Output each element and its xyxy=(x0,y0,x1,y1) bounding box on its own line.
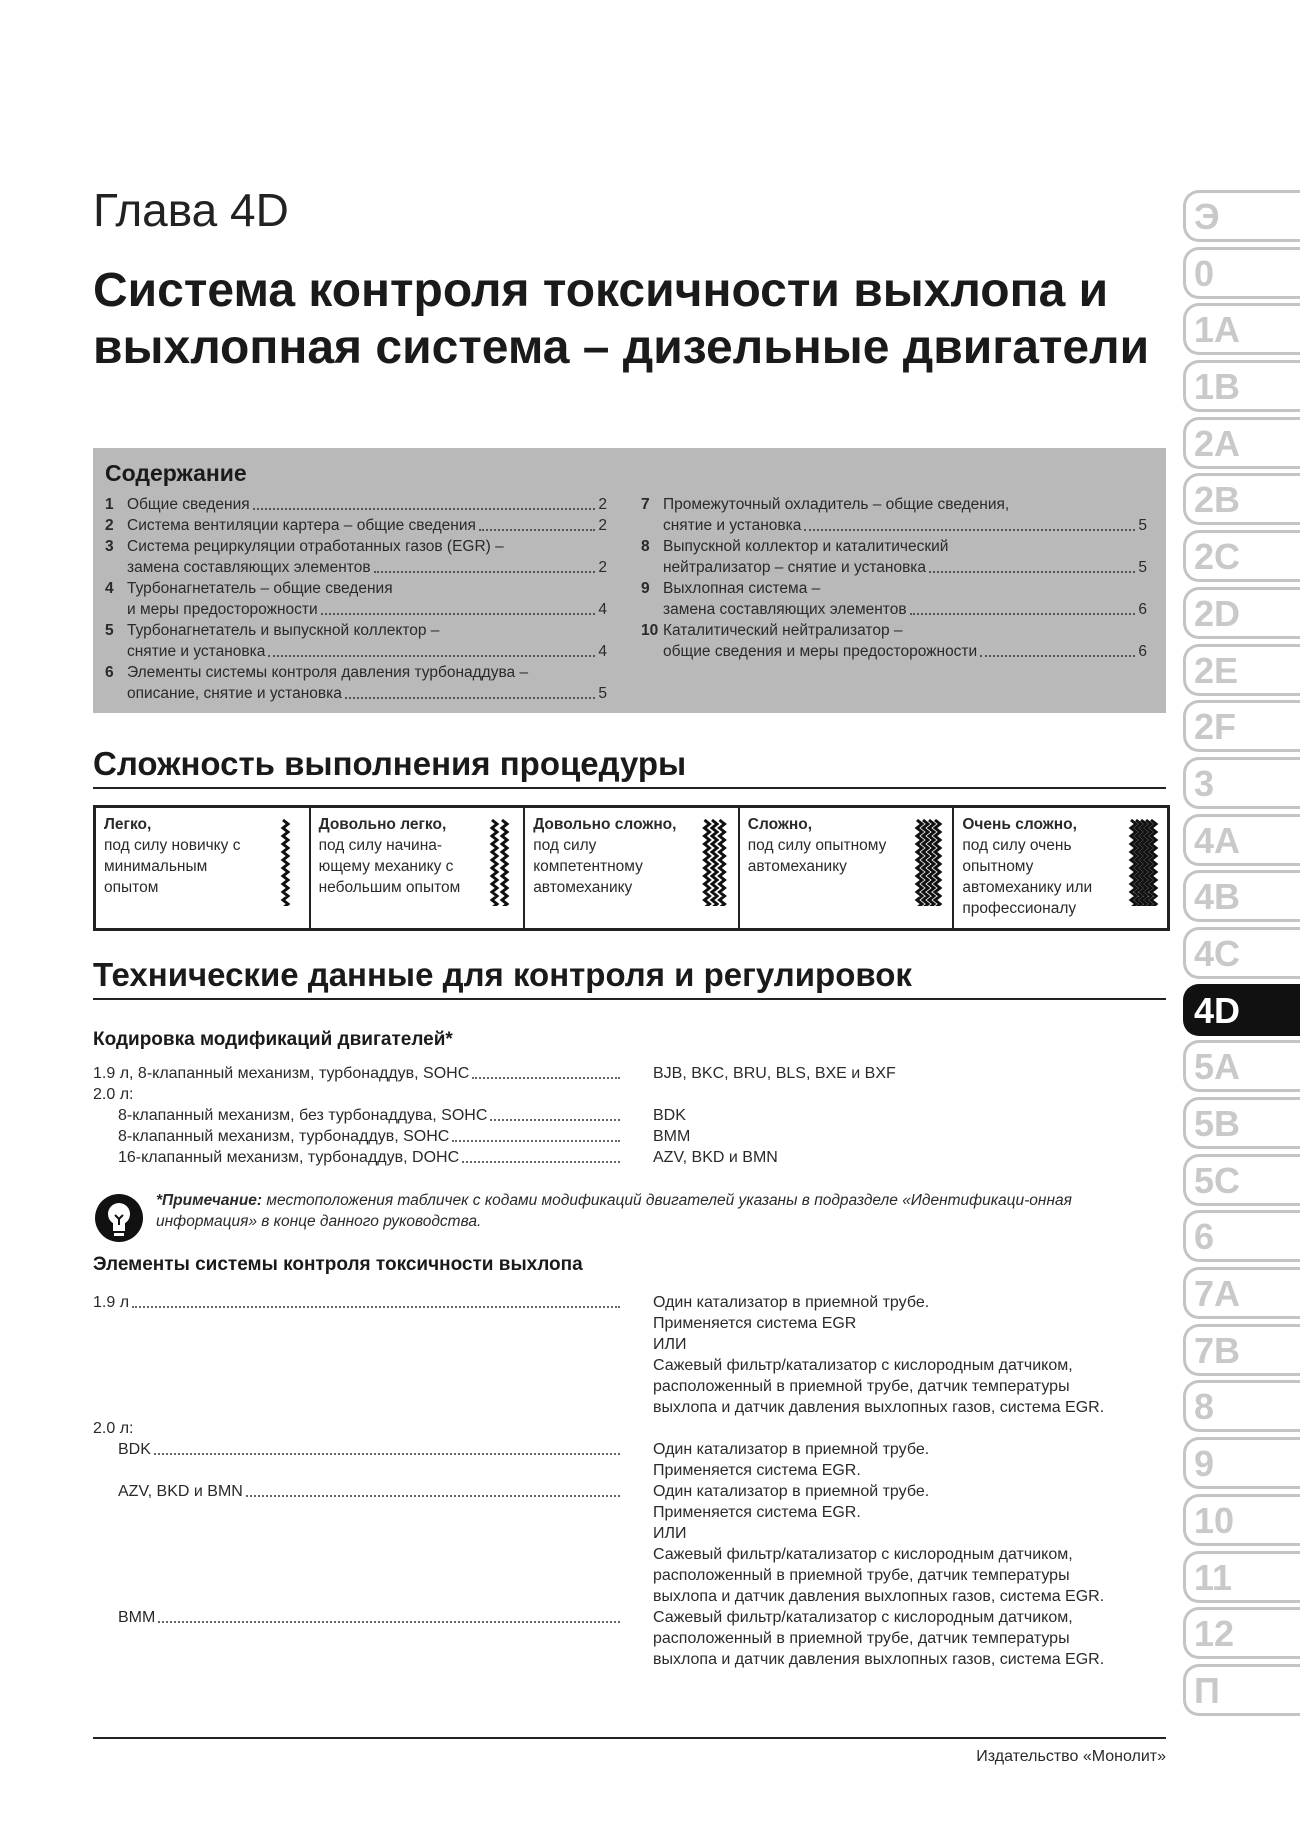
leader-dots xyxy=(804,529,1135,531)
value-line: Один катализатор в приемной трубе. xyxy=(653,1441,930,1458)
wrench-rating-icon xyxy=(479,816,515,906)
toc-page: 6 xyxy=(1138,643,1147,660)
leader-dots xyxy=(253,508,596,510)
spec-value: BMM xyxy=(653,1128,691,1145)
toc-item xyxy=(641,620,1147,662)
spec-label xyxy=(93,1292,623,1313)
difficulty-text xyxy=(748,814,898,877)
leader-dots xyxy=(154,1453,620,1455)
spec-label-text: 8-клапанный механизм, без турбонаддува, SOHC xyxy=(118,1107,488,1124)
toc-line-text: Общие сведения xyxy=(127,496,250,513)
difficulty-desc: под силу начина-ющему механику с небольшим опытом xyxy=(318,837,461,896)
spec-value: BDK xyxy=(653,1107,686,1124)
difficulty-heading: Сложность выполнения процедуры xyxy=(93,745,1166,789)
chapter-tab-7b[interactable]: 7B xyxy=(1183,1324,1300,1376)
chapter-tab-7a[interactable]: 7A xyxy=(1183,1267,1300,1319)
value-line: выхлопа и датчик давления выхлопных газов, система EGR. xyxy=(653,1651,1105,1668)
difficulty-scale xyxy=(93,805,1170,931)
toc-line-text: Выхлопная система – xyxy=(663,580,821,597)
toc-number: 10 xyxy=(641,622,659,639)
toc-line-text: нейтрализатор – снятие и установка xyxy=(663,559,927,576)
difficulty-level xyxy=(311,808,526,928)
toc-text xyxy=(127,515,607,536)
toc-item xyxy=(105,536,607,578)
chapter-tab-10[interactable]: 10 xyxy=(1183,1494,1300,1546)
toc-line-text: Турбонагнетатель – общие сведения xyxy=(127,580,393,597)
toc-line-text: общие сведения и меры предосторожности xyxy=(663,643,978,660)
difficulty-text xyxy=(104,814,254,898)
toc-line-text: Система вентиляции картера – общие сведения xyxy=(127,517,476,534)
chapter-tab-4d[interactable]: 4D xyxy=(1183,984,1300,1036)
note-body: местоположения табличек с кодами модификаций двигателей указаны в подразделе «Идентификаци-онная информация» в конце данного руководства. xyxy=(156,1192,1072,1230)
emission-heading: Элементы системы контроля токсичности выхлопа xyxy=(93,1254,583,1275)
toc-text xyxy=(663,578,1147,620)
spec-label-text: BDK xyxy=(118,1441,151,1458)
chapter-tab-8[interactable]: 8 xyxy=(1183,1380,1300,1432)
value-line: Сажевый фильтр/катализатор с кислородным датчиком, xyxy=(653,1357,1073,1374)
chapter-tab-1a[interactable]: 1A xyxy=(1183,303,1300,355)
chapter-tab-4c[interactable]: 4C xyxy=(1183,927,1300,979)
toc-number: 4 xyxy=(105,580,114,597)
difficulty-text xyxy=(962,814,1112,919)
chapter-tab-11[interactable]: 11 xyxy=(1183,1551,1300,1603)
difficulty-title: Очень сложно, xyxy=(962,816,1077,833)
contents-box xyxy=(93,448,1166,713)
toc-line xyxy=(127,641,607,662)
difficulty-desc: под силу новичку с минимальным опытом xyxy=(104,837,241,896)
lightbulb-icon xyxy=(93,1192,145,1244)
spec-label xyxy=(118,1481,623,1502)
toc-line-text: описание, снятие и установка xyxy=(127,685,342,702)
toc-line-text: Выпускной коллектор и каталитический xyxy=(663,538,949,555)
wrench-rating-icon xyxy=(694,816,730,906)
chapter-tab-э[interactable]: Э xyxy=(1183,190,1300,242)
toc-line xyxy=(127,557,607,578)
difficulty-desc: под силу опытному автомеханику xyxy=(747,837,887,875)
chapter-tab-2a[interactable]: 2A xyxy=(1183,417,1300,469)
spec-label-text: 16-клапанный механизм, турбонаддув, DOHC xyxy=(118,1149,460,1166)
chapter-tab-1b[interactable]: 1B xyxy=(1183,360,1300,412)
spec-label xyxy=(118,1439,623,1460)
spec-label-text: 1.9 л, 8-клапанный механизм, турбонаддув, SOHC xyxy=(93,1065,470,1082)
toc-line xyxy=(663,557,1147,578)
difficulty-text xyxy=(533,814,683,898)
spec-label xyxy=(118,1105,623,1126)
toc-number: 1 xyxy=(105,496,114,513)
chapter-tab-5c[interactable]: 5C xyxy=(1183,1154,1300,1206)
chapter-tab-0[interactable]: 0 xyxy=(1183,247,1300,299)
value-line: ИЛИ xyxy=(653,1336,687,1353)
chapter-tabs xyxy=(1183,190,1300,1721)
toc-line-text: замена составляющих элементов xyxy=(663,601,907,618)
spec-label xyxy=(118,1607,623,1628)
toc-text xyxy=(663,620,1147,662)
wrench-rating-icon xyxy=(1123,816,1159,906)
contents-left-column xyxy=(105,494,607,704)
toc-page: 2 xyxy=(598,496,607,513)
toc-line-text: снятие и установка xyxy=(127,643,266,660)
chapter-tab-2b[interactable]: 2B xyxy=(1183,473,1300,525)
chapter-tab-2c[interactable]: 2C xyxy=(1183,530,1300,582)
toc-item xyxy=(641,494,1147,536)
toc-line xyxy=(663,641,1147,662)
leader-dots xyxy=(132,1306,620,1308)
difficulty-level xyxy=(740,808,955,928)
contents-right-column xyxy=(641,494,1147,662)
value-line: выхлопа и датчик давления выхлопных газов, система EGR. xyxy=(653,1399,1105,1416)
toc-line xyxy=(127,599,607,620)
toc-page: 6 xyxy=(1138,601,1147,618)
toc-item xyxy=(641,536,1147,578)
toc-line xyxy=(127,515,607,536)
chapter-tab-12[interactable]: 12 xyxy=(1183,1607,1300,1659)
spec-label xyxy=(118,1147,623,1168)
difficulty-title: Довольно легко, xyxy=(318,816,447,833)
value-line: расположенный в приемной трубе, датчик температуры xyxy=(653,1630,1070,1647)
chapter-label: Глава 4D xyxy=(93,184,289,236)
spec-label xyxy=(93,1063,623,1084)
toc-page: 5 xyxy=(1138,559,1147,576)
difficulty-title: Довольно сложно, xyxy=(533,816,677,833)
toc-text xyxy=(127,662,607,704)
value-line: Сажевый фильтр/катализатор с кислородным датчиком, xyxy=(653,1546,1073,1563)
value-line: Один катализатор в приемной трубе. xyxy=(653,1294,930,1311)
toc-item xyxy=(105,620,607,662)
toc-number: 3 xyxy=(105,538,114,555)
chapter-tab-2f[interactable]: 2F xyxy=(1183,700,1300,752)
chapter-tab-9[interactable]: 9 xyxy=(1183,1437,1300,1489)
leader-dots xyxy=(929,571,1135,573)
toc-page: 4 xyxy=(598,601,607,618)
value-line: выхлопа и датчик давления выхлопных газов, система EGR. xyxy=(653,1588,1105,1605)
value-line: Сажевый фильтр/катализатор с кислородным датчиком, xyxy=(653,1609,1073,1626)
toc-number: 2 xyxy=(105,517,114,534)
toc-number: 6 xyxy=(105,664,114,681)
toc-line-text: Турбонагнетатель и выпускной коллектор – xyxy=(127,622,440,639)
toc-number: 7 xyxy=(641,496,650,513)
toc-page: 2 xyxy=(598,559,607,576)
chapter-tab-5a[interactable]: 5A xyxy=(1183,1040,1300,1092)
spec-label-text: BMM xyxy=(118,1609,156,1626)
toc-line-text: замена составляющих элементов xyxy=(127,559,371,576)
publisher: Издательство «Монолит» xyxy=(976,1748,1166,1765)
difficulty-text xyxy=(319,814,469,898)
spec-value-block xyxy=(653,1292,1104,1418)
toc-line-text: Каталитический нейтрализатор – xyxy=(663,622,903,639)
difficulty-desc: под силу компетентному автомеханику xyxy=(533,837,643,896)
wrench-rating-icon xyxy=(908,816,944,906)
chapter-tab-4b[interactable]: 4B xyxy=(1183,870,1300,922)
toc-line-text: Система рециркуляции отработанных газов (EGR) – xyxy=(127,538,504,555)
chapter-tab-4a[interactable]: 4A xyxy=(1183,814,1300,866)
leader-dots xyxy=(462,1161,620,1163)
leader-dots xyxy=(345,697,596,699)
spec-value: BJB, BKC, BRU, BLS, BXE и BXF xyxy=(653,1065,896,1082)
toc-line xyxy=(663,599,1147,620)
note xyxy=(156,1190,1166,1232)
spec-value-block xyxy=(653,1607,1104,1670)
toc-item xyxy=(105,515,607,536)
spec-value: AZV, BKD и BMN xyxy=(653,1149,778,1166)
value-line: Применяется система EGR. xyxy=(653,1504,861,1521)
toc-item xyxy=(641,578,1147,620)
value-line: Применяется система EGR. xyxy=(653,1462,861,1479)
toc-text xyxy=(127,494,607,515)
leader-dots xyxy=(321,613,596,615)
leader-dots xyxy=(479,529,595,531)
leader-dots xyxy=(490,1119,620,1121)
toc-line-text: Элементы системы контроля давления турбонаддува – xyxy=(127,664,529,681)
toc-number: 9 xyxy=(641,580,650,597)
wrench-rating-icon xyxy=(265,816,301,906)
spec-label xyxy=(118,1126,623,1147)
toc-text xyxy=(663,494,1147,536)
spec-label-text: AZV, BKD и BMN xyxy=(118,1483,243,1500)
toc-text xyxy=(663,536,1147,578)
toc-page: 5 xyxy=(1138,517,1147,534)
value-line: Применяется система EGR xyxy=(653,1315,857,1332)
chapter-tab-2d[interactable]: 2D xyxy=(1183,587,1300,639)
leader-dots xyxy=(268,655,595,657)
leader-dots xyxy=(472,1077,620,1079)
leader-dots xyxy=(980,655,1135,657)
toc-text xyxy=(127,536,607,578)
spec-label-text: 1.9 л xyxy=(93,1294,130,1311)
spec-value-block xyxy=(653,1439,929,1481)
value-line: расположенный в приемной трубе, датчик температуры xyxy=(653,1378,1070,1395)
leader-dots xyxy=(452,1140,620,1142)
toc-page: 2 xyxy=(598,517,607,534)
chapter-tab-3[interactable]: 3 xyxy=(1183,757,1300,809)
toc-line xyxy=(663,515,1147,536)
tech-data-heading: Технические данные для контроля и регулировок xyxy=(93,956,1166,1000)
leader-dots xyxy=(910,613,1136,615)
toc-line-text: Промежуточный охладитель – общие сведения, xyxy=(663,496,1010,513)
difficulty-title: Сложно, xyxy=(747,816,813,833)
engine-codes-heading: Кодировка модификаций двигателей* xyxy=(93,1029,453,1050)
toc-line xyxy=(127,494,607,515)
spec-value-block xyxy=(653,1481,1104,1607)
spec-label-text: 8-клапанный механизм, турбонаддув, SOHC xyxy=(118,1128,450,1145)
note-label: *Примечание: xyxy=(156,1192,263,1209)
toc-text xyxy=(127,620,607,662)
value-line: ИЛИ xyxy=(653,1525,687,1542)
difficulty-level xyxy=(525,808,740,928)
contents-heading: Содержание xyxy=(105,460,247,486)
footer-rule xyxy=(93,1737,1166,1739)
spec-group-label: 2.0 л: xyxy=(93,1420,134,1437)
toc-text xyxy=(127,578,607,620)
page-title: Система контроля токсичности выхлопа и выхлопная система – дизельные двигатели xyxy=(93,264,1150,374)
value-line: Один катализатор в приемной трубе. xyxy=(653,1483,930,1500)
leader-dots xyxy=(374,571,596,573)
chapter-tab-6[interactable]: 6 xyxy=(1183,1210,1300,1262)
value-line: расположенный в приемной трубе, датчик температуры xyxy=(653,1567,1070,1584)
difficulty-desc: под силу очень опытному автомеханику или профессионалу xyxy=(962,837,1093,917)
spec-group-label: 2.0 л: xyxy=(93,1086,134,1103)
difficulty-title: Легко, xyxy=(104,816,152,833)
toc-line-text: снятие и установка xyxy=(663,517,802,534)
difficulty-level xyxy=(96,808,311,928)
chapter-tab-2e[interactable]: 2E xyxy=(1183,644,1300,696)
leader-dots xyxy=(246,1495,620,1497)
toc-item xyxy=(105,662,607,704)
leader-dots xyxy=(158,1621,620,1623)
difficulty-level xyxy=(954,808,1167,928)
toc-item xyxy=(105,494,607,515)
toc-line xyxy=(127,683,607,704)
toc-item xyxy=(105,578,607,620)
toc-page: 4 xyxy=(598,643,607,660)
toc-number: 5 xyxy=(105,622,114,639)
chapter-tab-5b[interactable]: 5B xyxy=(1183,1097,1300,1149)
toc-line-text: и меры предосторожности xyxy=(127,601,318,618)
toc-number: 8 xyxy=(641,538,650,555)
chapter-tab-п[interactable]: П xyxy=(1183,1664,1300,1716)
toc-page: 5 xyxy=(598,685,607,702)
